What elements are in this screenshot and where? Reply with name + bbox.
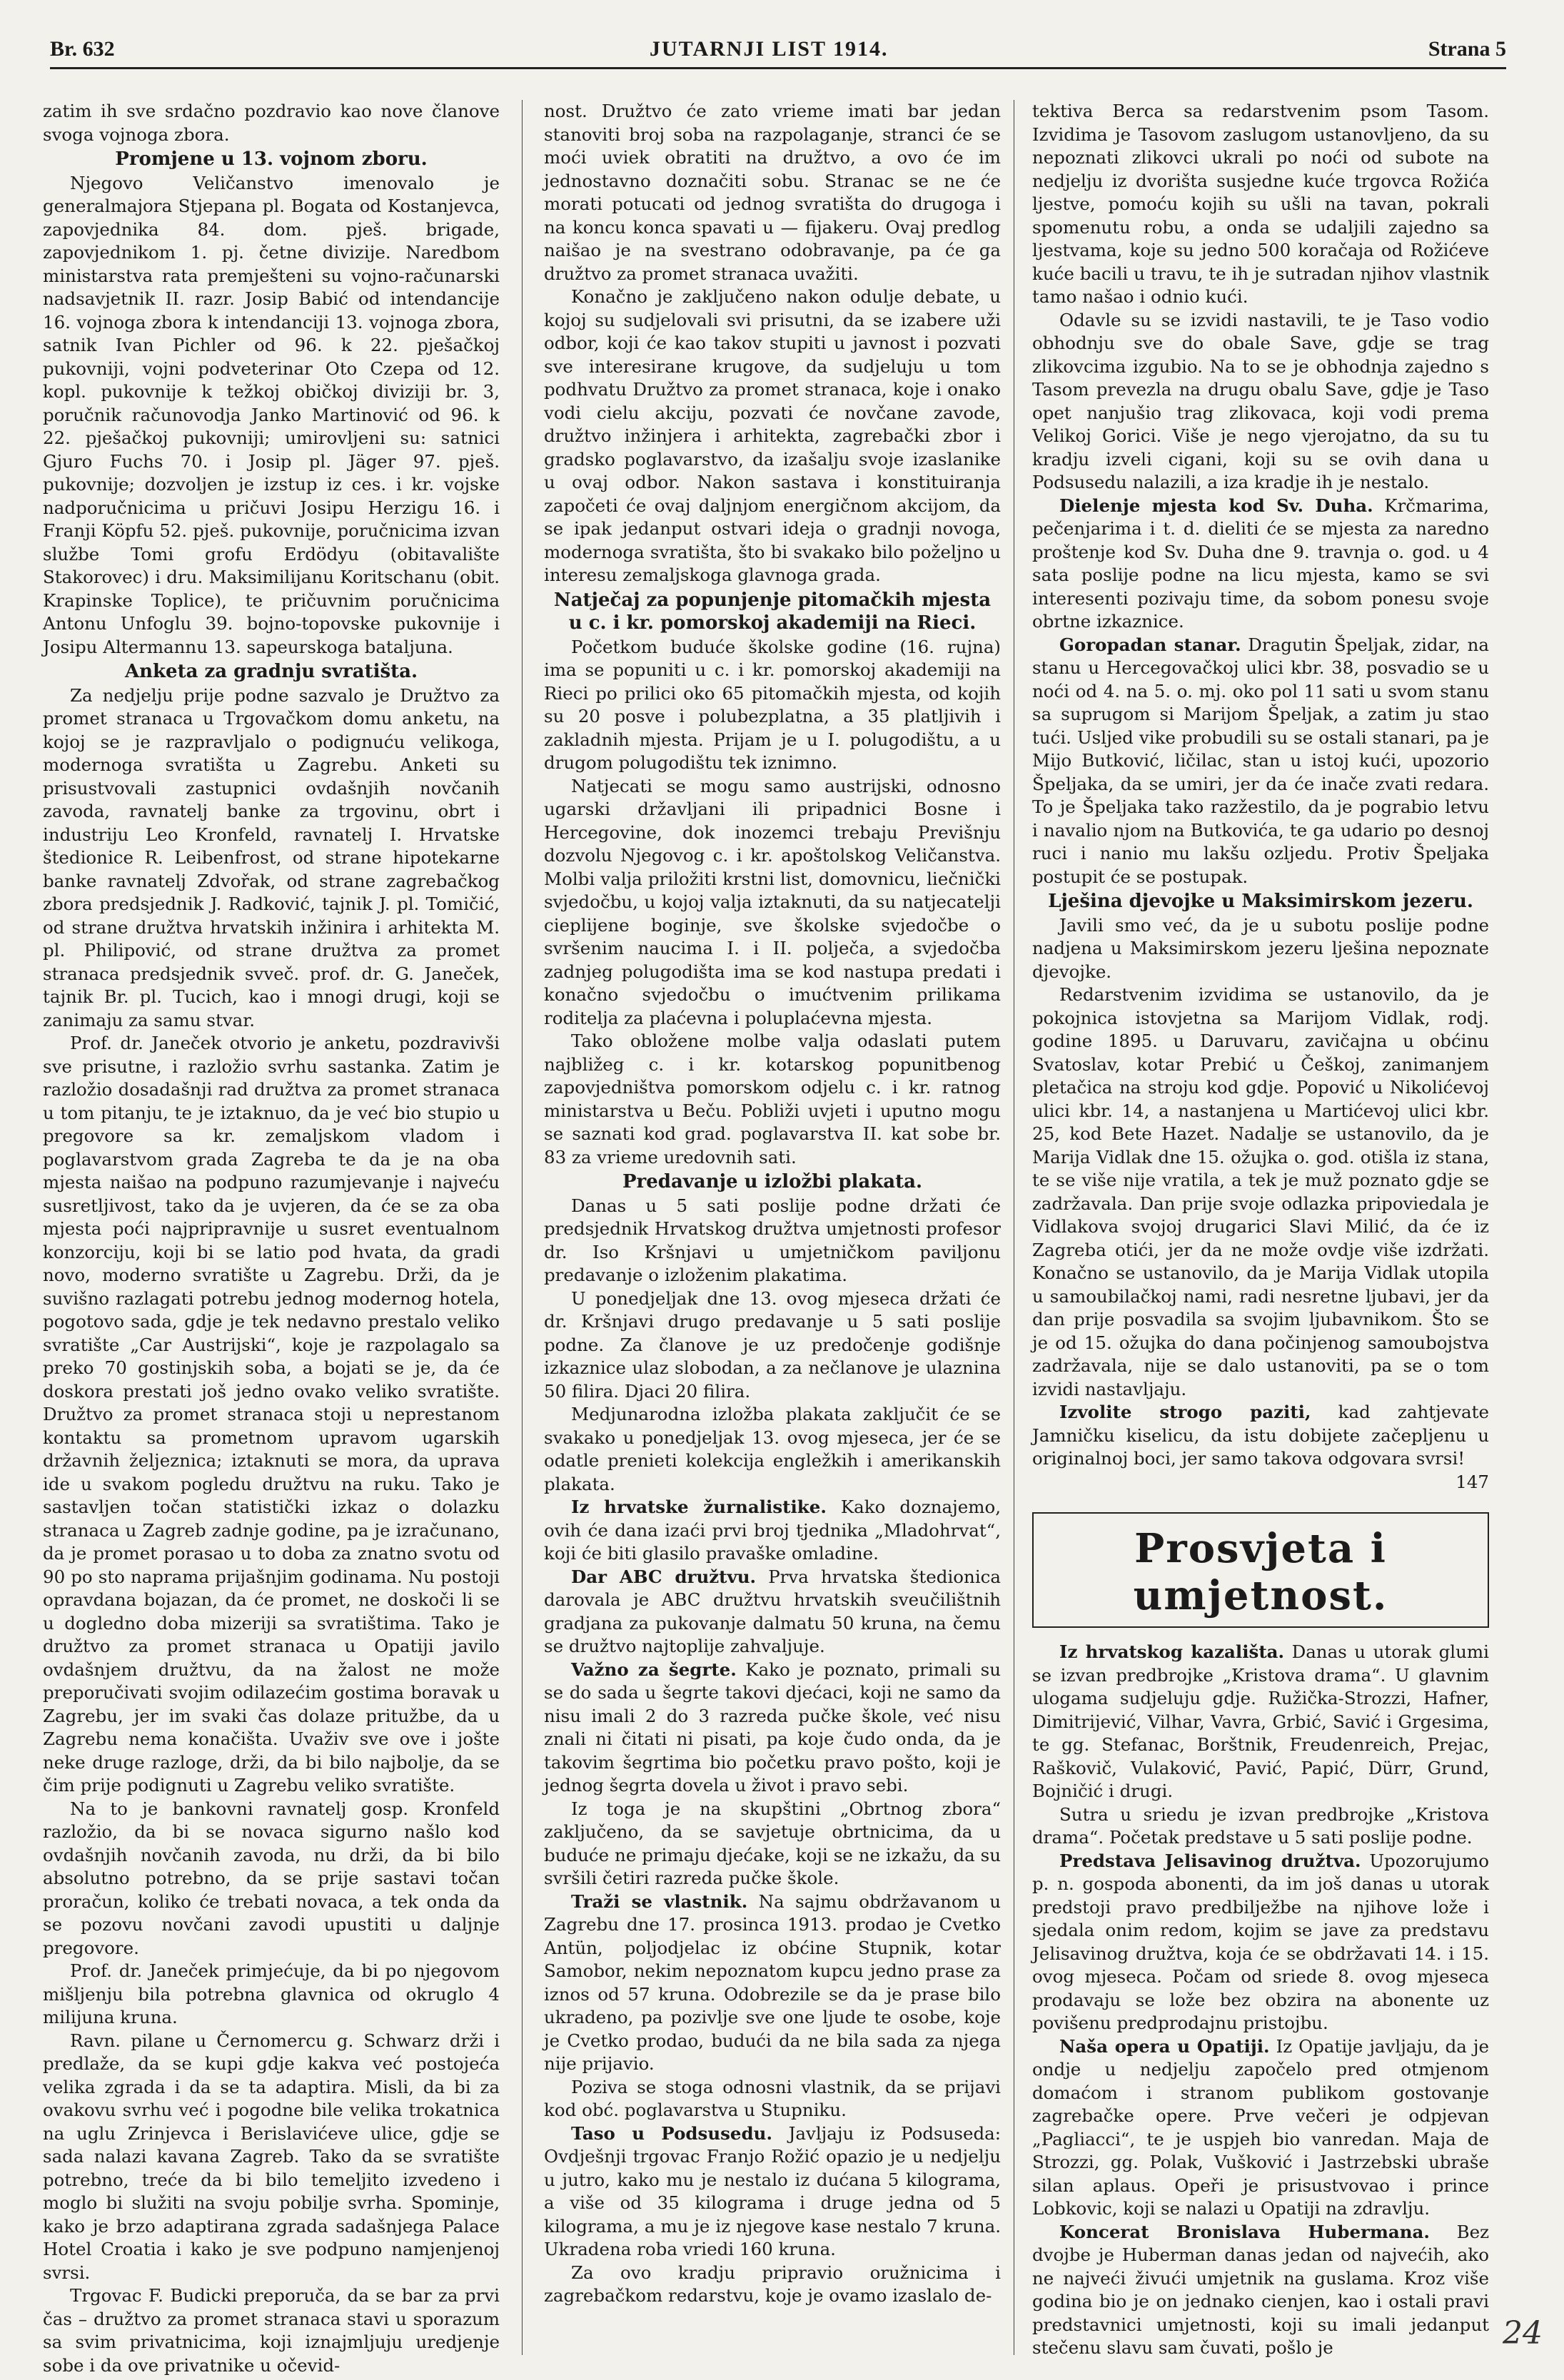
news-item-heading: Taso u Podsusedu. — [571, 2122, 772, 2144]
news-item-text: Iz Opatije javljaju, da je ondje u nedjelju započelo pred otmjenom domaćom i stranom publikom gostovanje zagrebačke opere. Prve večeri je odpjevan „Pagliacci“, te je uspjeh bio vanredan. Maja de Strozzi, gg. Polak, Vušković i Jastrzebski ubraše silan aplaus. Opeři je prisustvovao i prince Lobkovic, koji se nalazi u Opatiji na zdravlju. — [1032, 2035, 1489, 2219]
handwritten-page-mark: 24 — [1503, 2315, 1543, 2351]
column-divider — [522, 100, 523, 2355]
paper-title: JUTARNJI LIST 1914. — [650, 37, 889, 61]
advertisement — [1032, 1401, 1489, 1471]
news-item-heading: Dielenje mjesta kod Sv. Duha. — [1059, 495, 1373, 516]
ad-heading: Izvolite strogo paziti, — [1059, 1402, 1311, 1422]
news-item-text: Krčmarima, pečenjarima i t. d. dieliti će se mjesta za naredno proštenje kod Sv. Duha dne 9. travnja o. god. u 4 sata poslije podne na licu mjesta, kamo se svi interesenti pozivaju time, da sobom ponesu svoje obrtne izkaznice. — [1032, 495, 1490, 632]
article-heading: Anketa za gradnju svratišta. — [124, 661, 418, 682]
news-item — [1032, 1641, 1489, 1803]
article-text: nost. Družtvo će zato vrieme imati bar jedan stanoviti broj soba na razpolaganje, stranci će se moći uviek obratiti na družtvo, a ovo će im jednostavno doznačiti sobu. Stranac se ne će morati potucati od jednog svratišta do drugoga i na koncu konca spavati u — fijakeru. Ovaj predlog naišao je na svestrano odobravanje, pa će ga družtvo za promet stranaca uvažiti. — [544, 101, 1001, 284]
news-item-text: Na sajmu obdržavanom u Zagrebu dne 17. prosinca 1913. prodao je Cvetko Antün, poljodjelac iz obćine Stupnik, kotar Samobor, nekim nepoznatom kupcu jedno prase za iznos od 57 kruna. Odobrezile se da je prase bilo ukradeno, pa pozivlje sve one ljude te osobe, koje je Cvetko prodao, budući da ne bila sada za njega nije prijavio. — [544, 1890, 1002, 2074]
page-number: Strana 5 — [1428, 37, 1506, 61]
article-text: Natjecati se mogu samo austrijski, odnosno ugarski državljani ili pripadnici Bosne i Hercegovine, dok inozemci trebaju Previšnju dozvolu Njegovog c. i kr. apoštolskog Veličanstva. Molbi valja priložiti krstni list, domovnicu, liečnički svjedočbu, u kojoj valja iztaknuti, da su natjecatelji cieplijene boginje, sve školske svjedočbe o svršenim naucima I. i II. polječa, a svjedočba zadnjeg polugodišta ima se kod nastupa predati i konačno svjedočbu o imućtvenim prilikama roditelja za plaćevna i poluplaćevna mjesta. — [544, 775, 1001, 1028]
news-item — [1032, 1850, 1489, 2035]
news-item — [544, 1496, 1001, 1566]
article-text: Njegovo Veličanstvo imenovalo je generalmajora Stjepana pl. Bogata od Kostanjevca, zapovjednika 84. dom. pješ. brigade, zapovjednikom 1. pj. četne divizije. Naredbom ministarstva rata premješteni su vojno-računarski nadsavjetnik II. razr. Josip Babić od intendancije 16. vojnoga zbora k intendanciji 13. vojnoga zbora, satnik Ivan Pichler od 96. k 22. pješačkoj pukovniji, vojni podveterinar Oto Czepa od 12. kopl. pukovnije k težkoj običkoj diviziji br. 3, poručnik računovodja Janko Martinović od 96. k 22. pješačkoj pukovniji; umirovljeni su: satnici Gjuro Fuchs 70. i Josip pl. Jäger 97. pješ. pukovnije; dozvoljen je izstup iz ces. i kr. vojske nadporučnicima u pričuvi Josipu Herzigu 16. i Franji Köpfu 52. pješ. pukovnije, poručnicima izvan službe Tomi grofu Erdödyu (obitavalište Stakorovec) i dru. Maksimilijanu Koritschanu (obit. Krapinske Toplice), te pričuvnim poručnicima Antonu Unfoglu 39. bojno-topovske pukovnije i Josipu Altermannu 13. sapeurskoga bataljuna. — [43, 172, 500, 657]
article-text: Prof. dr. Janeček otvorio je anketu, pozdravivši sve prisutne, i razložio svrhu sastanka. Zatim je razložio dosadašnji rad družtva za promet stranaca u tom pitanju, te je iztaknuo, da je već bio stupio u pregovore sa kr. zemaljskom vladom i poglavarstvom grada Zagreba te da je na oba mjesta naišao na podpuno razumjevanje i najveću susretljivost, tako da je uvjeren, da će se za oba mjesta poći najpripravnije u susret eventualnom konzorciju, koji bi se latio pod hvata, da gradi novo, moderno svratište u Zagrebu. Drži, da je suvišno razlagati potrebu jednog modernog hotela, pogotovo sada, gdje je tek nedavno prestalo veliko svratište „Car Austrijski“, koje je razpolagalo sa preko 70 gostinjskih soba, a bojati se je, da će doskora prestati još jedno ovako veliko svratište. Družtvo za promet stranaca stoji u neprestanom kontaktu sa prometnom upravom ugarskih državnih željeznica; iztaknuti se mora, da uprava ide u svakom pogledu družtvu na ruku. Tako je sastavljen točan statistički izkaz o dolazku stranaca u Zagreb zadnje godine, pa je izračunano, da je promet porasao u to doba za znatno svotu od 90 po sto naprama prijašnjim godinama. Nu postoji opravdana bojazan, da će promet, ne doskoči li se u dogledno doba mizeriji sa svratištima. Tako je družtvo za promet stranaca u Opatiji javilo ovdašnjem družtvu, da na žalost ne može preporučivati svojim odilazećim gostima boravak u Zagrebu, jer im svaki čas dolaze pritužbe, da u Zagrebu nema konačišta. Uvaživ sve ove i jošte neke druge razloge, drži, da bi bilo najbolje, da se čim prije podignuti u Zagrebu veliko svratište. — [43, 1033, 500, 1796]
article-text: Javili smo već, da je u subotu poslije podne nadjena u Maksimirskom jezeru lješina nepoznate djevojke. — [1032, 914, 1489, 982]
article-text: Na to je bankovni ravnatelj gosp. Kronfeld razložio, da bi se novaca sigurno našlo kod ovdašnjih novčanih zavoda, nu drži, da bi bilo absolutno potrebno, da se prije sastavi točan proračun, koliko će trebati novaca, a tek onda da se pozovu novčani zavodi upustiti u daljnje pregovore. — [43, 1798, 500, 1958]
article-text: Za ovo kradju pripravio oružnicima i zagrebačkom redarstvu, koje je ovamo izaslalo de- — [544, 2262, 1001, 2306]
ad-text: kad zahtjevate Jamničku kiselicu, da istu dobijete začepljenu u originalnoj boci, jer samo takova odgovara svrsi! — [1032, 1402, 1489, 1469]
news-item — [544, 2122, 1001, 2262]
news-item-heading: Iz hrvatske žurnalistike. — [571, 1497, 827, 1517]
article-text: Poziva se stoga odnosni vlastnik, da se prijavi kod obć. poglavarstva u Stupniku. — [544, 2076, 1001, 2120]
article-text: Početkom buduće školske godine (16. rujna) ima se popuniti u c. i kr. pomorskoj akademiji na Rieci po prilici oko 65 pitomačkih mjesta, od kojih su 20 posve i polubezplatna, a 35 platljivih i zakladnih mjesta. Prijam je u I. polugodištu, a u drugom polugodištu tek iznimno. — [544, 636, 1001, 773]
news-item-heading: Važno za šegrte. — [571, 1659, 737, 1680]
news-item-text: Kako doznajemo, ovih će dana izaći prvi broj tjednika „Mladohrvat“, koji će biti glasilo pravaške omladine. — [544, 1497, 1001, 1564]
news-item-heading: Koncerat Bronislava Hubermana. — [1059, 2221, 1430, 2242]
masthead — [50, 31, 1506, 69]
news-item-heading: Dar ABC družtvu. — [571, 1566, 757, 1587]
news-item-heading: Naša opera u Opatiji. — [1059, 2035, 1270, 2057]
article-text: tektiva Berca sa redarstvenim psom Tasom. Izvidima je Tasovom zaslugom ustanovljeno, da su nepoznati zlikovci ukrali po noći od subote na nedjelju iz dvorišta susjedne kuće trgovca Rožića ljestve, pomoću kojih su ušli na tavan, pokrali spomenutu robu, a onda se udaljili zajedno sa ljestvama, koje su jedno 500 koračaja od Rožićeve kuće bacili u travu, te ih je sutradan njihov vlastnik tamo našao i odnio kući. — [1032, 101, 1489, 307]
section-header-box — [1032, 1512, 1489, 1628]
column-3 — [1032, 100, 1490, 2358]
article-text: Medjunarodna izložba plakata zaključit će se svakako u ponedjeljak 13. ovog mjeseca, jer će se odatle prenieti kolekcija engležkih i amerikanskih plakata. — [544, 1404, 1001, 1494]
section-title: Prosvjeta i umjetnost. — [1133, 1525, 1388, 1619]
news-item — [544, 1659, 1001, 1798]
article-text: Tako obložene molbe valja odaslati putem najbližeg c. i kr. kotarskog popunitbenog zapovjedništva pomorskom odjelu c. i kr. ratnog ministarstva u Beču. Pobliži uvjeti i uputno mogu se saznati kod grad. poglavarstva II. kat sobe br. 83 za vrieme uredovnih sati. — [544, 1031, 1001, 1168]
article-heading: Natječaj za popunjenje pitomačkih mjesta u c. i kr. pomorskoj akademiji na Rieci. — [553, 589, 992, 634]
news-item-text: Kako je poznato, primali su se do sada u šegrte takovi djećaci, koji ne samo da nisu imali 2 do 3 razreda pučke škole, već nisu znali ni čitati ni pisati, pa koje čudo onda, da je takovim šegrtima bio početku pravo pošto, koji je jednog šegrta dovela u život i pravo sebi. — [544, 1659, 1001, 1796]
news-item-heading: Traži se vlastnik. — [571, 1890, 748, 1912]
article-text: Sutra u sriedu je izvan predbrojke „Kristova drama“. Početak predstave u 5 sati poslije podne. — [1032, 1803, 1489, 1848]
news-item — [544, 1566, 1001, 1659]
article-text: Trgovac F. Budicki preporuča, da se bar za prvi čas – družtvo za promet stranaca stavi u sporazum sa svim privatnicima, koji iznajmljuju uredjenje sobe i da ove privatnike u očevid- — [43, 2285, 500, 2376]
news-item-text: Danas u utorak glumi se izvan predbrojke „Kristova drama“. U glavnim ulogama sudjeluju gdje. Ružička-Strozzi, Hafner, Dimitrijević, Vilhar, Vavra, Grbić, Savić i Grgesima, te gg. Stefanac, Borštnik, Freudenreich, Prejac, Raškovič, Vulaković, Pavić, Papić, Dürr, Grund, Bojničić i drugi. — [1032, 1641, 1489, 1801]
issue-number: Br. 632 — [50, 37, 115, 61]
article-text: zatim ih sve srdačno pozdravio kao nove članove svoga vojnoga zbora. — [43, 101, 500, 145]
article-text: Iz toga je na skupštini „Obrtnog zbora“ zaključeno, da se savjetuje obrtnicima, da u buduće ne primaju djećake, koji se ne izkažu, da su svršili četiri razreda pučke škole. — [544, 1798, 1001, 1888]
news-item-text: Javljaju iz Podsuseda: Ovdješnji trgovac Franjo Rožić opazio je u nedjelju u jutro, kako mu je nestalo iz dućana 5 kilograma, a više od 35 kilograma i druge jedna od 5 kilograma, a mu je iz njegove kase nestalo 7 kruna. Ukradena roba vriedi 160 kruna. — [544, 2122, 1001, 2259]
ad-number: 147 — [1455, 1471, 1489, 1492]
article-text: Prof. dr. Janeček primjećuje, da bi po njegovom mišljenju bila potrebna glavnica od okruglo 4 milijuna kruna. — [43, 1960, 500, 2027]
article-text: U ponedjeljak dne 13. ovog mjeseca držati će dr. Kršnjavi drugo predavanje u 5 sati poslije podne. Za članove je uz predočenje godišnje izkaznice ulaz slobodan, a za nečlanove je ulaznina 50 filira. Djaci 20 filira. — [544, 1287, 1001, 1402]
article-heading: Promjene u 13. vojnom zboru. — [115, 148, 428, 170]
column-1 — [43, 100, 500, 2376]
news-item — [1032, 634, 1489, 889]
article-text: Ravn. pilane u Černomercu g. Schwarz drži i predlaže, da se kupi gdje kakva već postojeća velika zgrada i da se ta adaptira. Misli, da bi za ovakovu svrhu već i pogodne bile velika trokatnica na uglu Zrinjevca i Berislavićeve ulice, gdje se sada nalazi kavana Zagreb. Tako da se svratište potrebno, treće da bi bilo temeljito izvedeno i moglo bi služiti na svoju pobilje svrha. Spominje, kako je brzo adaptirana zgrada sadašnjega Palace Hotel Croatia i kako je sve podpuno namjenjenoj svrsi. — [43, 2030, 500, 2283]
article-text: Za nedjelju prije podne sazvalo je Družtvo za promet stranaca u Trgovačkom domu anketu, na kojoj se je razpravljalo o podignuću velikoga, modernoga svratišta u Zagrebu. Anketi su prisustvovali zastupnici ovdašnjih novčanih zavoda, ravnatelj banke za trgovinu, obrt i industriju Leo Kronfeld, ravnatelj I. Hrvatske štedionice R. Leibenfrost, od strane hipotekarne banke ravnatelj Zdvořak, od strane zagrebačkog zbora predsjednik J. Radković, tajnik J. pl. Tomičić, od strane družtva hrvatskih inžinira i arhitekta M. pl. Philipović, od strane družtva za promet stranaca predsjednik svveč. prof. dr. G. Janeček, tajnik Br. pl. Tucich, kao i mnogi drugi, koji se zanimaju za samu stvar. — [43, 684, 500, 1031]
news-item — [1032, 495, 1489, 634]
news-item-heading: Iz hrvatskog kazališta. — [1059, 1641, 1285, 1662]
article-text: Konačno je zaključeno nakon odulje debate, u kojoj su sudjelovali svi prisutni, da se izabere uži odbor, koji će kao takov stupiti u javnost i pozvati sve interesirane krugove, da sudjeluju u tom podhvatu Družtvo za promet stranaca, koje i onako vodi cielu akciju, pozvati će novčane zavode, družtvo inžinjera i arhitekta, zagrebački zbor i gradsko poglavarstvo, da izašalju svoje izaslanike u ovaj odbor. Nakon sastava i konstituiranja započeti će ovaj daljnjom energičnom akcijom, da se ipak jedanput ostvari ideja o gradnji novoga, modernoga svratišta, što bi svakako bilo poželjno u interesu zemaljskoga glavnoga grada. — [544, 286, 1001, 585]
article-text: Redarstvenim izvidima se ustanovilo, da je pokojnica istovjetna sa Marijom Vidlak, rodj. godine 1895. u Daruvaru, zavičajna u obćinu Svatoslav, kotar Prebić u Češkoj, zanimanjem pletačica na stroju kod gdje. Popović u Nikolićevoj ulici kbr. 14, a nastanjena u Martićevoj ulici kbr. 25, kod Bete Hazet. Nadalje se ustanovilo, da je Marija Vidlak dne 15. ožujka o. god. otišla iz stana, te se više nije vratila, a tek je muž poznato gdje se zadržavala. Dan prije svoje odlazka pripoviedala je Vidlakova svojoj drugarici Slavi Milić, da će iz Zagreba otići, jer da ne može ovdje više izdržati. Konačno se ustanovilo, da je Marija Vidlak utopila u samoubilačkoj nami, radi nesretne ljubavi, jer da dan prije posvadila sa svojim ljubavnikom. Što se je od 15. ožujka do dana počinjenog samoubojstva zadržavala, nije se dalo ustanoviti, pa se o tom izvidi nastavljaju. — [1032, 984, 1489, 1399]
column-2 — [544, 100, 1001, 2341]
news-item-text: Upozorujumo p. n. gospoda abonenti, da im još danas u utorak predstoji pravo predbilježbe na njihove lože i sjedala onim redom, kojim se jave za predstavu Jelisavinog družtva, koja će se obdržavati 14. i 15. ovog mjeseca. Počam od sriede 8. ovog mjeseca prodavaju se lože bez obzira na abonente uz povišenu predprodajnu pristojbu. — [1032, 1850, 1489, 2033]
article-text: Odavle su se izvidi nastavili, te je Taso vodio obhodnju sve do obale Save, gdje se trag zlikovcima izgubio. Na to se je obhodnja zajedno s Tasom prevezla na drugu obalu Save, gdje je Taso opet nanjušio trag zlikovaca, koji vodi prema Velikoj Gorici. Više je nego vjerojatno, da su tu kradju izveli cigani, koji su se ovih dana u Podsusedu nalazili, a iza kradje ih je nestalo. — [1032, 309, 1489, 492]
news-item-heading: Predstava Jelisavinog družtva. — [1059, 1850, 1361, 1871]
news-item-text: Bez dvojbe je Huberman danas jedan od najvećih, ako ne najveći živući umjetnik na guslama. Kroz više godina bio je on jednako cienjen, kao i ostali pravi predstavnici umjetnosti, koji su imali jedanput stečenu slavu sam čuvati, pošlo je — [1032, 2221, 1489, 2358]
article-text: Danas u 5 sati poslije podne držati će predsjednik Hrvatskog družtva umjetnosti profesor dr. Iso Kršnjavi u umjetničkom paviljonu predavanje o izloženim plakatima. — [544, 1195, 1001, 1285]
news-item — [1032, 2221, 1489, 2360]
article-heading: Predavanje u izložbi plakata. — [622, 1171, 923, 1192]
news-item-text: Prva hrvatska štedionica darovala je ABC družtvu hrvatskih sveučilištnih gradjana za pukovanje dalmatu 50 kruna, na čemu se družtvo najtoplije zahvaljuje. — [544, 1566, 1001, 1656]
news-item-heading: Goropadan stanar. — [1059, 634, 1241, 655]
news-item-text: Dragutin Špeljak, zidar, na stanu u Hercegovačkoj ulici kbr. 38, posvadio se u noći od 4. na 5. o. mj. oko pol 11 sati u svom stanu sa suprugom si Marijom Špeljak, a zatim ju stao tući. Usljed vike probudili su se ostali stanari, pa je Mijo Butković, ličilac, stan u istoj kući, upozorio Špeljaka, da se umiri, jer da će inače zvati redara. To je Špeljaka tako razžestilo, da je pograbio letvu i navalio njom na Butkovića, te ga udario po desnoj ruci i nanio mu lakšu ozljedu. Protiv Špeljaka postupit će se postupak. — [1032, 634, 1490, 887]
news-item — [1032, 2035, 1489, 2221]
article-heading: Lješina djevojke u Maksimirskom jezeru. — [1048, 891, 1473, 912]
news-item — [544, 1890, 1001, 2076]
